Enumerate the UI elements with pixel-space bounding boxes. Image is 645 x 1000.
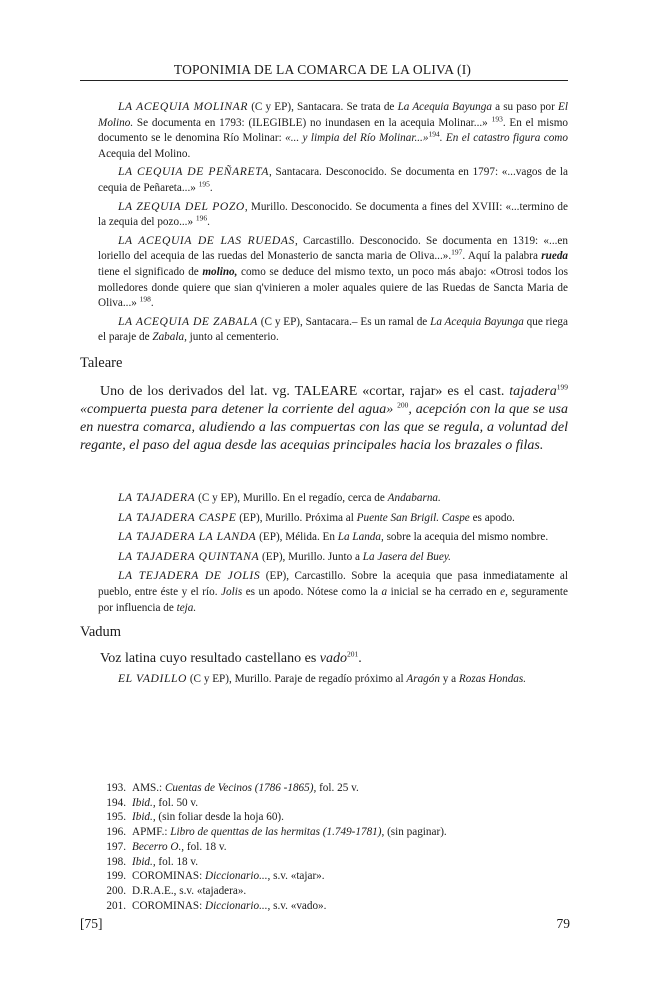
- footnote-number: 194.: [106, 796, 126, 809]
- entry-tajadera: [98, 490, 568, 507]
- intro-italic: vado: [319, 651, 348, 666]
- entry-zequia-pozo: [98, 199, 568, 231]
- entry-text: .: [150, 297, 154, 310]
- entry-italic: Zabala,: [152, 331, 187, 344]
- entry-text: como se deduce del mismo texto, un poco más abajo: «Otrosi todos los molledores donde quiere que sian q'vinieren a moler aquales quiere de las Ruedas de Sancta Maria de Oliva...»: [98, 265, 568, 310]
- entry-italic: Rozas Hondas.: [458, 673, 527, 685]
- entry-text: es apodo.: [469, 511, 515, 524]
- entry-acequia-zabala: [98, 314, 568, 346]
- entry-name: LA TEJADERA DE JOLIS: [118, 569, 261, 583]
- entry-tajadera-landa: [98, 529, 568, 546]
- entry-italic: «... y limpia del Río Molinar...»: [285, 132, 429, 145]
- footnote-ref: 197: [451, 247, 463, 257]
- footnote-italic: Diccionario...,: [205, 870, 271, 883]
- entry-text: (EP), Carcastillo. Sobre la acequia que pasa inmediatamente al pueblo, entre éste y el río.: [98, 570, 568, 598]
- footnote-number: 201.: [106, 899, 126, 912]
- footnote-number: 197.: [106, 840, 126, 853]
- footnote-text: fol. 18 v.: [155, 855, 199, 868]
- footnote-ref: 194: [428, 129, 440, 139]
- entry-tajadera-caspe: [98, 510, 568, 527]
- footnote-ref: 199: [556, 382, 568, 392]
- entry-name: LA ACEQUIA DE LAS RUEDAS: [118, 233, 295, 247]
- entry-name: LA TAJADERA: [118, 491, 196, 504]
- entry-name: LA TAJADERA LA LANDA: [118, 530, 257, 544]
- entry-text: inicial se ha cerrado en: [387, 585, 501, 598]
- intro-text: Uno de los derivados del lat. vg. TALEARE «cortar, rajar» es el cast.: [100, 384, 510, 399]
- section-heading-taleare: Taleare: [80, 355, 123, 371]
- entry-italic: La Acequia Bayunga: [397, 101, 492, 113]
- entry-text: (EP), Murillo. Junto a: [259, 550, 363, 563]
- page-marker-left: [75]: [80, 916, 103, 931]
- intro-italic: , acepción con la que se usa en nuestra comarca, aludiendo a las compuertas con las que se regula, a voluntad del regante, el paso del agua desde las acequias principales hacia los brazales o filas.: [80, 402, 568, 453]
- entry-italic: Puente San Brigil. Caspe: [356, 511, 470, 524]
- entry-name: LA TAJADERA CASPE: [118, 510, 237, 524]
- footnote-italic: Cuentas de Vecinos (1786 -1865),: [164, 782, 317, 794]
- entry-italic: . En el catastro figura como: [439, 132, 568, 145]
- footnote-text: s.v. «tajar».: [270, 870, 325, 883]
- entry-italic: molino,: [202, 265, 238, 278]
- entry-name: LA ACEQUIA MOLINAR: [118, 100, 249, 113]
- entry-italic: a: [381, 585, 388, 598]
- footnote-text: COROMINAS:: [132, 899, 206, 912]
- footnote: [98, 825, 538, 840]
- entry-italic: La Acequia Bayunga: [430, 315, 524, 328]
- footnote-number: 198.: [106, 855, 126, 868]
- entry-text: a su paso por: [491, 101, 559, 113]
- intro-italic: tajadera: [509, 384, 557, 399]
- footnote-text: s.v. «vado».: [270, 899, 327, 912]
- footnote-italic: Becerro O.,: [132, 840, 185, 853]
- page-number: 79: [556, 916, 570, 931]
- entry-text: y a: [439, 673, 459, 685]
- footnote-ref: 193: [491, 113, 503, 123]
- entry-italic: e,: [500, 585, 508, 598]
- entry-italic: rueda: [541, 250, 569, 263]
- entry-italic: La Landa,: [337, 531, 384, 544]
- entry-text: es un apodo. Nótese como la: [242, 585, 382, 598]
- entry-text: Se documenta en 1793: (ILEGIBLE) no inundasen en la acequia Molinar...»: [133, 116, 492, 129]
- footnote-text: fol. 25 v.: [316, 782, 359, 794]
- section-intro-taleare: [80, 383, 568, 455]
- entry-italic: La Jasera del Buey.: [362, 550, 451, 563]
- footnotes: [98, 781, 538, 913]
- entry-text: sobre la acequia del mismo nombre.: [383, 531, 549, 544]
- entry-name: EL VADILLO: [118, 672, 188, 685]
- entry-text: , Santacara. Desconocido. Se documenta en 1797: «...vagos de la cequia de Peñareta...»: [98, 166, 568, 194]
- entry-name: LA ZEQUIA DEL POZO: [118, 199, 245, 213]
- footnote-number: 196.: [106, 826, 126, 839]
- entry-cequia-penareta: [98, 164, 568, 196]
- entry-tajadera-quintana: [98, 549, 568, 566]
- footnote-italic: Libro de quenttas de las hermitas (1.749-1781),: [170, 826, 385, 839]
- section-intro-vadum: [80, 650, 568, 668]
- entries-acequias: [98, 99, 568, 346]
- intro-italic: «compuerta puesta para detener la corriente del agua»: [80, 402, 398, 417]
- footnote-number: 200.: [106, 884, 126, 897]
- footnote: [98, 840, 538, 855]
- entry-italic: Aragón: [406, 673, 440, 685]
- footnote: [98, 869, 538, 884]
- intro-text: Voz latina cuyo resultado castellano es: [100, 651, 320, 666]
- entry-text: .: [209, 181, 213, 194]
- entry-name: LA ACEQUIA DE ZABALA: [118, 314, 258, 328]
- footnote-ref: 200: [397, 400, 409, 410]
- entries-vadillo: [98, 671, 568, 688]
- entry-name: LA TAJADERA QUINTANA: [118, 549, 260, 563]
- footnote-text: fol. 50 v.: [155, 796, 199, 809]
- footnote-italic: Ibid.,: [132, 811, 156, 824]
- entry-acequia-molinar: [98, 99, 568, 162]
- footnote-italic: Ibid.,: [132, 855, 156, 868]
- footnote-text: AMS.:: [132, 782, 165, 794]
- entry-text: (C y EP), Santacara. Se trata de: [248, 101, 398, 113]
- entry-acequia-ruedas: [98, 233, 568, 312]
- intro-text: .: [358, 651, 362, 666]
- footnote-number: 195.: [106, 811, 126, 824]
- entry-text: que riega el paraje de: [98, 315, 568, 344]
- footnote-text: D.R.A.E., s.v. «tajadera».: [132, 884, 247, 897]
- footnote-italic: Diccionario...,: [205, 899, 271, 912]
- footnote-text: (sin foliar desde la hoja 60).: [155, 811, 284, 824]
- entry-italic: Jolis: [221, 585, 243, 598]
- footnote-ref: 195: [198, 179, 210, 189]
- footnote: [98, 810, 538, 825]
- entry-tejadera-jolis: [98, 568, 568, 616]
- entry-vadillo: [98, 671, 568, 688]
- header-rule: [80, 80, 568, 81]
- entry-text: (EP), Mélida. En: [256, 531, 338, 544]
- footnote-italic: Ibid.,: [132, 796, 156, 809]
- entry-text: (C y EP), Murillo. Paraje de regadío próximo al: [187, 673, 407, 685]
- entry-text: .: [207, 216, 210, 229]
- footnote-text: COROMINAS:: [132, 870, 206, 883]
- entry-text: . Aquí la palabra: [462, 250, 542, 263]
- footnote-text: (sin paginar).: [384, 826, 447, 839]
- footnote: [98, 884, 538, 899]
- entry-text: . En el mismo documento se le denomina Río Molinar:: [98, 116, 568, 145]
- entry-text: , Carcastillo. Desconocido. Se documenta en 1319: «...en loriello del acequia de las ruedas del Monasterio de sancta maria de Oliva...».: [98, 234, 568, 263]
- entry-italic: Andabarna.: [387, 492, 441, 504]
- entry-text: tiene el significado de: [98, 265, 203, 278]
- footnote-number: 199.: [106, 870, 126, 883]
- section-heading-vadum: Vadum: [80, 624, 122, 640]
- entry-name: LA CEQUIA DE PEÑARETA: [118, 165, 270, 179]
- entry-text: (EP), Murillo. Próxima al: [236, 511, 357, 524]
- entry-text: , Murillo. Desconocido. Se documenta a fines del XVIII: «...termino de la zequia del pozo...»: [98, 200, 568, 229]
- footnote-text: fol. 18 v.: [184, 840, 227, 853]
- entry-italic: teja.: [176, 601, 197, 614]
- footnote-ref: 198: [139, 294, 151, 304]
- footnote: [98, 781, 538, 796]
- entry-text: junto al cementerio.: [186, 331, 279, 344]
- footnote: [98, 855, 538, 870]
- footnote: [98, 899, 538, 914]
- footnote-ref: 196: [195, 213, 208, 223]
- running-title: TOPONIMIA DE LA COMARCA DE LA OLIVA (I): [173, 62, 472, 77]
- entry-text: (C y EP), Murillo. En el regadío, cerca de: [195, 492, 388, 504]
- footnote-number: 193.: [106, 782, 126, 794]
- entry-text: Acequia del Molino.: [98, 147, 191, 160]
- entries-tajaderas: [98, 490, 568, 616]
- entry-text: seguramente por influencia de: [98, 585, 568, 614]
- entry-text: (C y EP), Santacara.– Es un ramal de: [257, 315, 431, 328]
- footnote-ref: 201: [347, 649, 359, 659]
- entry-italic: El Molino.: [98, 101, 568, 129]
- footnote: [98, 796, 538, 811]
- footnote-text: APMF.:: [132, 826, 171, 839]
